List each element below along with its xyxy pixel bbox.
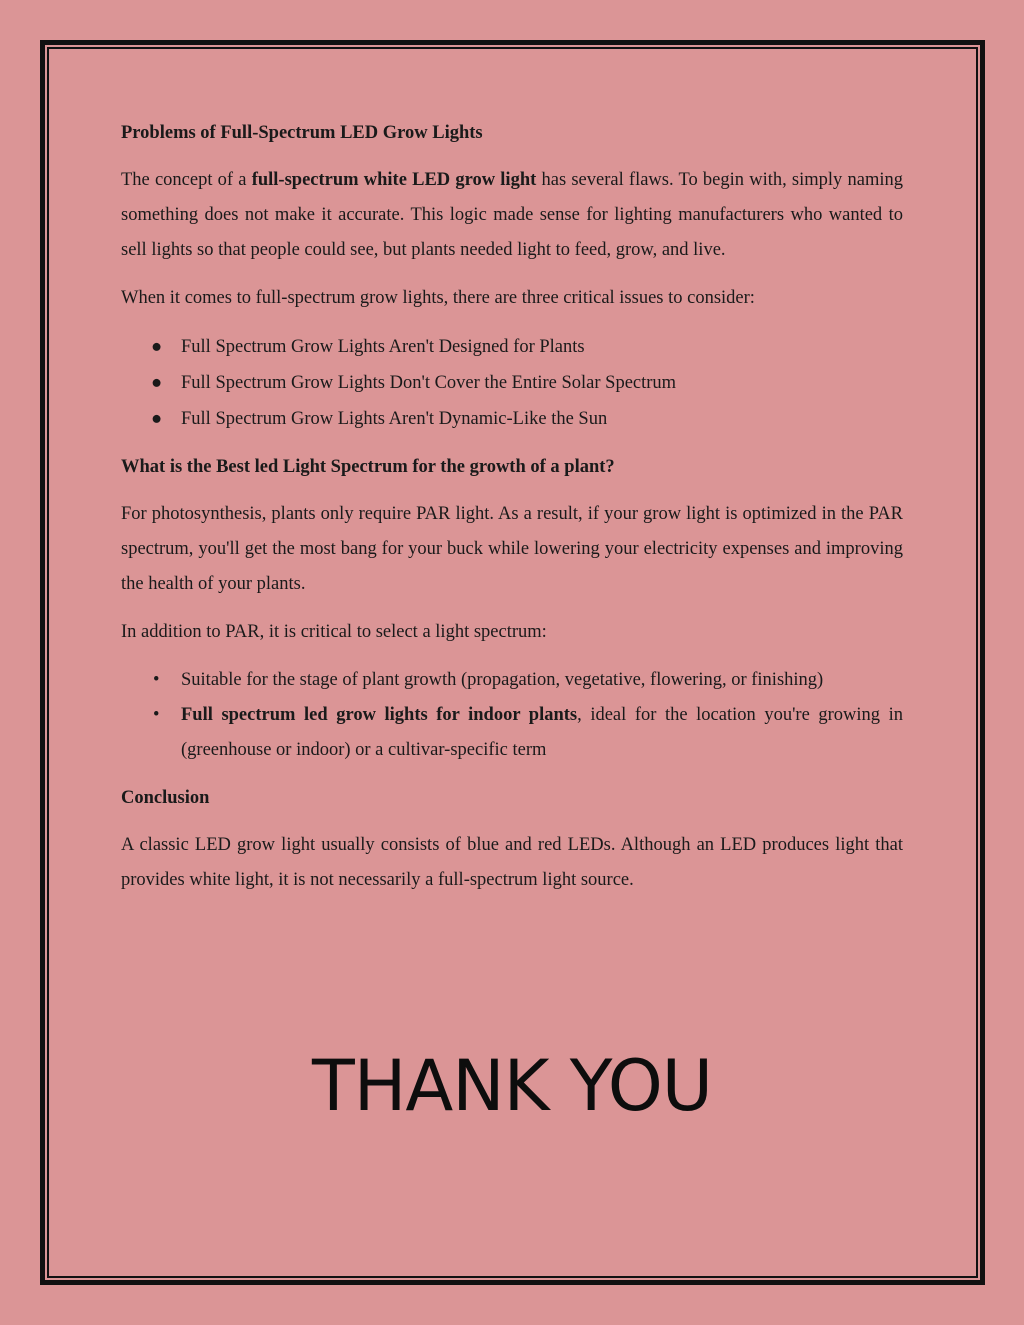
paragraph-par-intro: In addition to PAR, it is critical to select a light spectrum: bbox=[121, 622, 547, 642]
paragraph-concept-suffix: has several flaws. To begin with, simply naming something does not make it accurate. This logic made sense for lighting manufacturers who wanted to sell lights so that people could see, but plants needed light to feed, grow, and live. bbox=[121, 170, 903, 260]
list-item-text: , ideal for the location you're growing in (greenhouse or indoor) or a cultivar-specific term bbox=[181, 705, 903, 760]
issues-list bbox=[121, 329, 903, 437]
spectrum-list bbox=[121, 663, 903, 768]
bullet-icon: • bbox=[153, 705, 160, 725]
list-item-text: Suitable for the stage of plant growth (propagation, vegetative, flowering, or finishing) bbox=[181, 670, 824, 690]
paragraph-issues-intro: When it comes to full-spectrum grow lights, there are three critical issues to consider: bbox=[121, 288, 755, 308]
list-item-bold-text: Full spectrum led grow lights for indoor plants bbox=[181, 705, 578, 725]
bullet-icon: ● bbox=[151, 337, 163, 357]
list-item-text: Full Spectrum Grow Lights Aren't Designed for Plants bbox=[181, 337, 585, 357]
list-item bbox=[121, 663, 903, 698]
paragraph-concept bbox=[121, 163, 903, 268]
bullet-icon: ● bbox=[151, 373, 163, 393]
list-item-text: Full Spectrum Grow Lights Aren't Dynamic-Like the Sun bbox=[181, 409, 608, 429]
document-body bbox=[121, 116, 903, 898]
paragraph-concept-bold: full-spectrum white LED grow light bbox=[251, 170, 537, 190]
bullet-icon: • bbox=[153, 670, 160, 690]
section-heading-best-spectrum: What is the Best led Light Spectrum for the growth of a plant? bbox=[121, 457, 615, 477]
list-item-text: Full Spectrum Grow Lights Don't Cover the Entire Solar Spectrum bbox=[181, 373, 677, 393]
section-heading-conclusion: Conclusion bbox=[121, 788, 210, 808]
paragraph-conclusion: A classic LED grow light usually consists of blue and red LEDs. Although an LED produces light that provides white light, it is not necessarily a full-spectrum light source. bbox=[121, 835, 903, 890]
paragraph-concept-prefix: The concept of a bbox=[121, 170, 252, 190]
bullet-icon: ● bbox=[151, 409, 163, 429]
list-item bbox=[121, 698, 903, 768]
list-item bbox=[121, 329, 903, 365]
thank-you-banner: THANK YOU bbox=[311, 1045, 713, 1127]
section-heading-problems: Problems of Full-Spectrum LED Grow Lights bbox=[121, 123, 483, 143]
list-item bbox=[121, 365, 903, 401]
paragraph-photosynthesis: For photosynthesis, plants only require PAR light. As a result, if your grow light is optimized in the PAR spectrum, you'll get the most bang for your buck while lowering your electricity expenses and improving the health of your plants. bbox=[121, 504, 903, 594]
list-item bbox=[121, 401, 903, 437]
